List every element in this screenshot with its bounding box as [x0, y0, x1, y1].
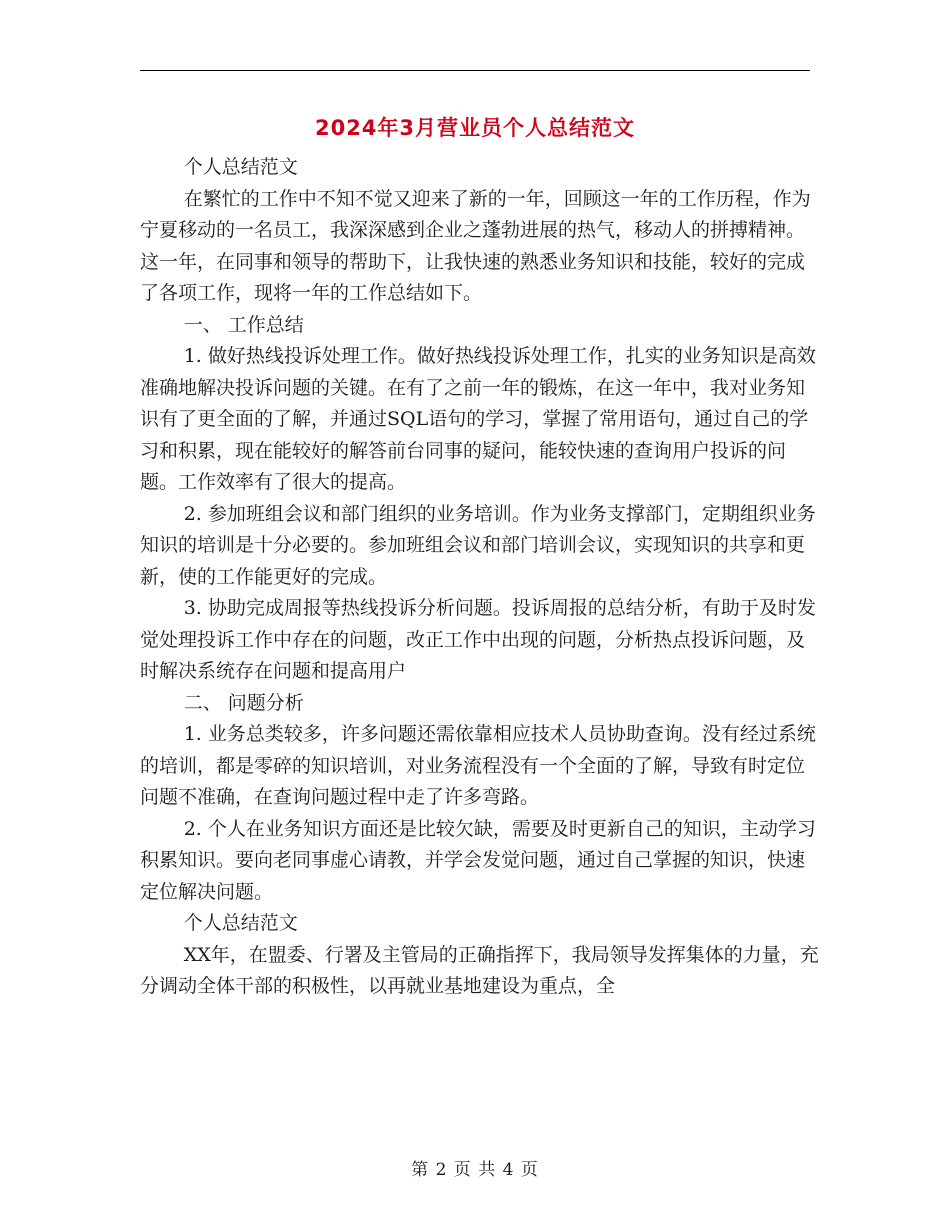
paragraph-subtitle-2: 个人总结范文	[183, 912, 298, 934]
document-title: 2024年3月营业员个人总结范文	[314, 116, 636, 140]
section-heading-problem-analysis: 二、 问题分析	[183, 691, 304, 714]
paragraph-intro: 在繁忙的工作中不知不觉又迎来了新的一年，回顾这一年的工作历程，作为宁夏移动的一名员工，我深深感到企业之蓬勃进展的热气，移动人的拼搏精神。这一年，在同事和领导的帮助下，让我快速的熟悉业务知识和技能，较好的完成了各项工作，现将一年的工作总结如下。	[140, 187, 811, 304]
paragraph-problem-1: 1. 业务总类较多，许多问题还需依靠相应技术人员协助查询。没有经过系统的培训，都是零碎的知识培训，对业务流程没有一个全面的了解，导致有时定位问题不准确，在查询问题过程中走了许多弯路。	[140, 723, 816, 808]
document-body	[140, 152, 820, 1003]
paragraph-item-1: 1. 做好热线投诉处理工作。做好热线投诉处理工作，扎实的业务知识是高效准确地解决投诉问题的关键。在有了之前一年的锻炼，在这一年中，我对业务知识有了更全面的了解，并通过SQL语句的学习，掌握了常用语句，通过自己的学习和积累，现在能较好的解答前台同事的疑问，能较快速的查询用户投诉的问题。工作效率有了很大的提高。	[140, 345, 816, 493]
section-heading-work-summary: 一、 工作总结	[183, 313, 304, 336]
header-rule	[140, 70, 810, 71]
paragraph-subtitle-1: 个人总结范文	[183, 156, 298, 178]
paragraph-item-2: 2. 参加班组会议和部门组织的业务培训。作为业务支撑部门，定期组织业务知识的培训是十分必要的。参加班组会议和部门培训会议，实现知识的共享和更新，使的工作能更好的完成。	[140, 502, 816, 588]
paragraph-item-3: 3. 协助完成周报等热线投诉分析问题。投诉周报的总结分析，有助于及时发觉处理投诉工作中存在的问题，改正工作中出现的问题，分析热点投诉问题，及时解决系统存在问题和提高用户	[140, 597, 816, 682]
page-footer: 第 2 页 共 4 页	[411, 1160, 539, 1180]
paragraph-xx-year: XX年，在盟委、行署及主管局的正确指挥下，我局领导发挥集体的力量，充分调动全体干部的积极性，以再就业基地建设为重点，全	[140, 943, 819, 997]
paragraph-problem-2: 2. 个人在业务知识方面还是比较欠缺，需要及时更新自己的知识，主动学习积累知识。要向老同事虚心请教，并学会发觉问题，通过自己掌握的知识，快速定位解决问题。	[140, 817, 816, 903]
